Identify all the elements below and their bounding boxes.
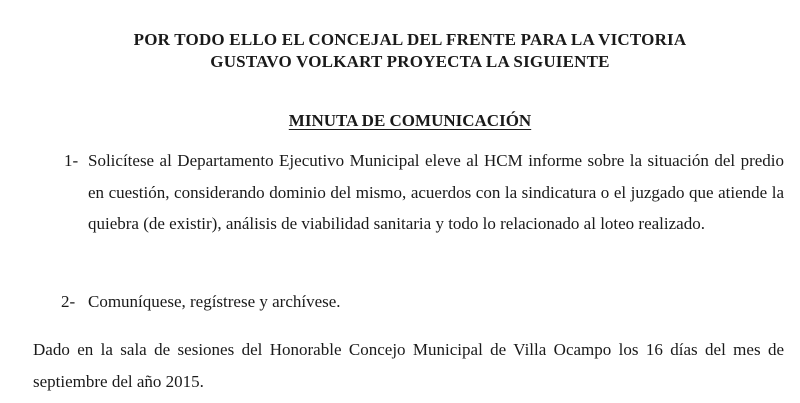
header-line-2: GUSTAVO VOLKART PROYECTA LA SIGUIENTE (210, 52, 610, 71)
item-1-text: Solicítese al Departamento Ejecutivo Municipal eleve al HCM informe sobre la situación del predio en cuestión, considerando dominio del mismo, acuerdos con la sindicatura o el juzgado que atiende la quiebra (de existir), análisis de viabilidad sanitaria y todo lo relacionado al loteo realizado. (88, 151, 784, 233)
item-2-number: 2- (61, 292, 76, 311)
closing-paragraph: Dado en la sala de sesiones del Honorable Concejo Municipal de Villa Ocampo los 16 días del mes de septiembre del año 2015. (33, 340, 784, 391)
document-title: MINUTA DE COMUNICACIÓN (288, 111, 532, 130)
item-2-text: Comuníquese, regístrese y archívese. (88, 292, 341, 311)
item-1-number: 1- (64, 151, 79, 170)
header-line-1: POR TODO ELLO EL CONCEJAL DEL FRENTE PARA LA VICTORIA (133, 30, 687, 49)
